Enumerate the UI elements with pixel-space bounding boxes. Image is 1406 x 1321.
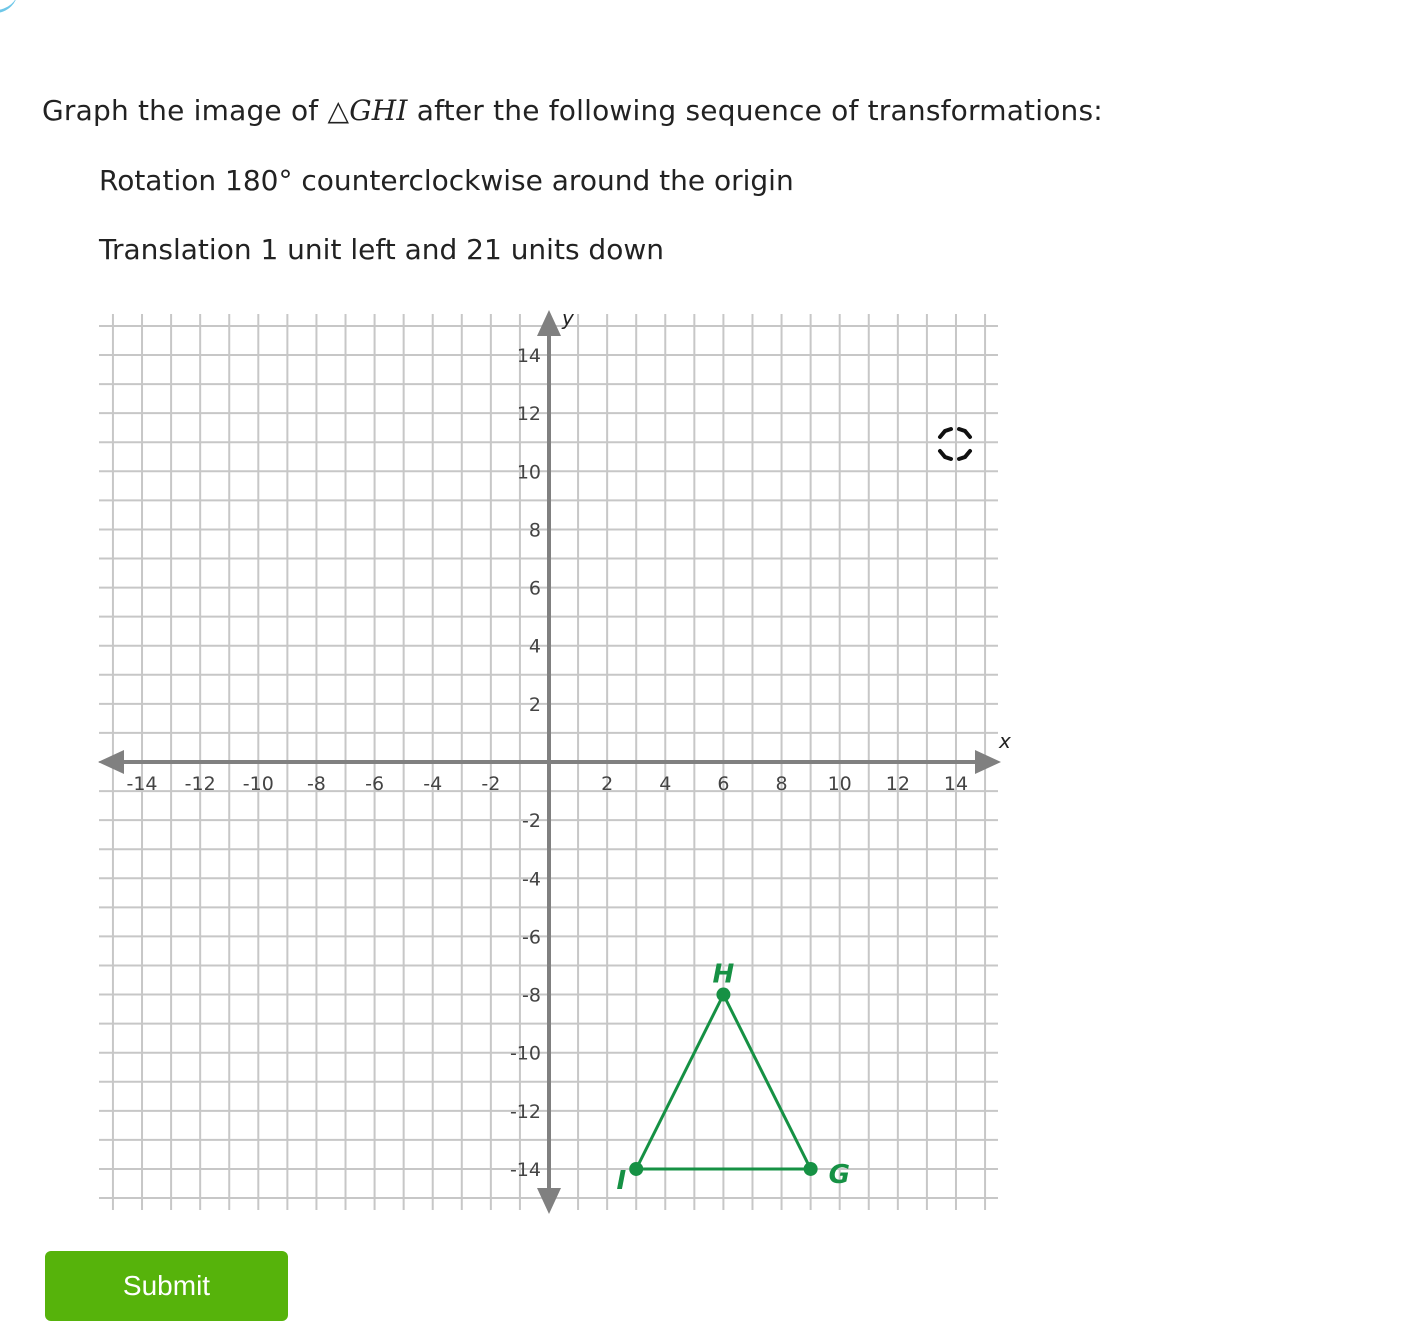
vertex-label-h: H [712,959,735,990]
y-tick-label: 10 [516,461,541,484]
y-tick-label: -2 [522,810,541,833]
x-tick-label: 6 [717,773,730,795]
y-axis-arrow-up [537,310,561,336]
submit-button[interactable]: Submit [45,1251,288,1321]
vertex-label-i: I [616,1165,627,1196]
x-axis-arrow-left [98,750,124,774]
y-tick-label: -14 [509,1158,541,1181]
x-tick-label: -2 [481,773,501,795]
x-tick-label: 14 [943,773,969,795]
x-axis-label: x [999,729,1011,753]
x-tick-label: -14 [126,773,158,795]
x-tick-label: 4 [659,773,672,795]
expand-icon[interactable] [935,424,975,464]
x-tick-label: 10 [827,773,852,795]
transformation-step-1: Rotation 180° counterclockwise around the origin [99,164,794,197]
x-tick-label: -6 [365,773,385,795]
y-tick-label: 6 [528,577,541,600]
y-tick-label: 4 [528,635,541,658]
vertex-label-g: G [828,1159,850,1190]
y-tick-label: 12 [516,403,541,426]
y-tick-label: -8 [522,984,541,1007]
expand-hit-area[interactable] [935,424,975,464]
y-tick-label: -12 [509,1100,541,1123]
y-tick-label: 8 [528,519,541,542]
x-tick-label: -8 [306,773,326,795]
transformation-step-2: Translation 1 unit left and 21 units down [99,233,664,266]
prompt-trail: after the following sequence of transformations: [407,94,1103,127]
x-tick-label: 12 [885,773,910,795]
triangle-symbol: △ [327,94,350,127]
y-tick-label: -4 [522,868,541,891]
triangle-name: GHI [349,94,408,127]
y-tick-label: -6 [522,926,541,949]
x-tick-label: -4 [423,773,443,795]
y-tick-label: 2 [528,693,541,716]
y-tick-label: -10 [509,1042,541,1065]
x-tick-label: -12 [184,773,216,795]
vertex-h[interactable] [716,988,730,1002]
x-tick-label: 2 [601,773,614,795]
y-tick-label: 14 [516,345,541,368]
y-axis-arrow-down [537,1188,561,1214]
x-tick-label: -10 [242,773,274,795]
x-tick-label: 8 [775,773,788,795]
vertex-g[interactable] [804,1162,818,1176]
prompt-lead: Graph the image of [42,94,328,127]
x-axis-arrow-right [975,750,1001,774]
y-axis-label: y [562,306,574,330]
vertex-i[interactable] [629,1162,643,1176]
